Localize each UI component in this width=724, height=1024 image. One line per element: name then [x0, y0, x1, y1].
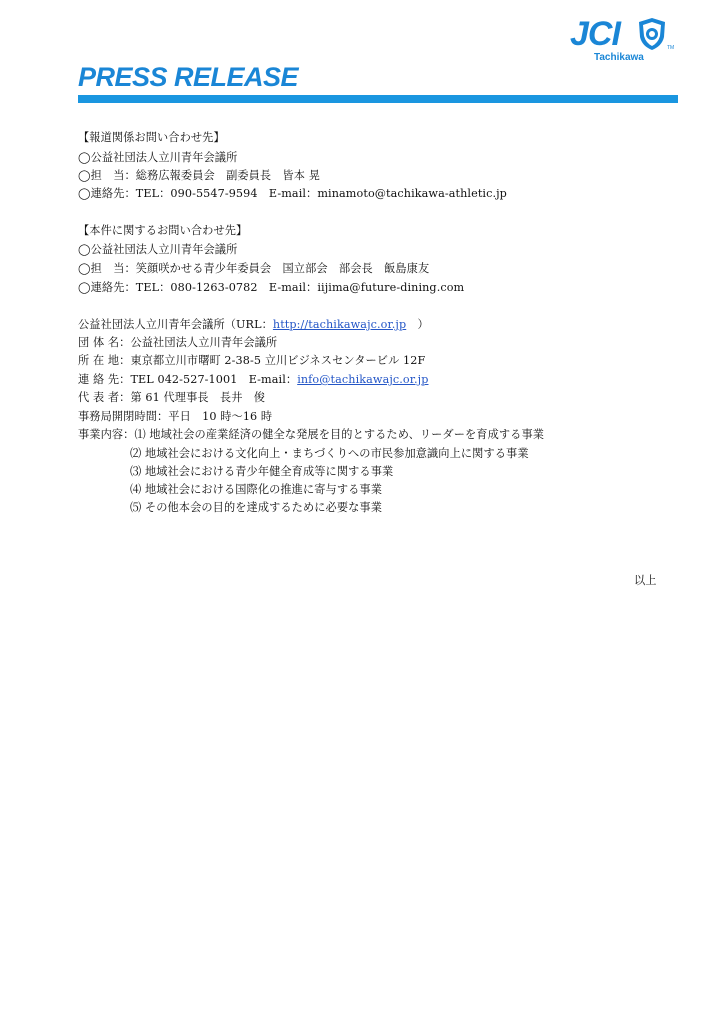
organization-name-prefix: 公益社団法人立川青年会議所（URL： [78, 318, 273, 331]
business-item: ⑵ 地域社会における文化向上・まちづくりへの市民参加意識向上に関する事業 [130, 447, 529, 460]
business-item: ⑴ 地域社会の産業経済の健全な発展を目的とするため、リーダーを育成する事業 [134, 428, 545, 441]
logo-subtext: Tachikawa [594, 52, 644, 63]
business-item: ⑷ 地域社会における国際化の推進に寄与する事業 [130, 483, 382, 496]
contact-email-link[interactable]: info@tachikawajc.or.jp [297, 373, 429, 386]
jci-tachikawa-logo [570, 14, 680, 62]
media-contact-details: ◯連絡先：TEL：090-5547-9594 E-mail：minamoto@tachikawa-athletic.jp [78, 187, 507, 200]
representative: 代 表 者：第 61 代理事長 長井 俊 [78, 391, 266, 404]
shield-emblem-icon [637, 17, 667, 51]
logo-text: JCI [570, 15, 620, 53]
organization-name-line [78, 318, 429, 332]
logo-trademark: TM [667, 45, 675, 51]
business-item-1-line [78, 428, 544, 442]
organization-url-link[interactable]: http://tachikawajc.or.jp [272, 318, 407, 331]
inquiry-contact-heading: 【本件に関するお問い合わせ先】 [78, 224, 248, 237]
media-contact-heading: 【報道関係お問い合わせ先】 [78, 131, 225, 144]
group-name: 団 体 名：公益社団法人立川青年会議所 [78, 336, 278, 349]
page-title: PRESS RELEASE [78, 62, 299, 92]
title-divider [78, 95, 678, 103]
office-hours: 事務局開閉時間：平日 10 時～16 時 [78, 410, 273, 423]
contact-line [78, 373, 428, 387]
business-item: ⑶ 地域社会における青少年健全育成等に関する事業 [130, 465, 394, 478]
inquiry-contact-person: ◯担 当：笑顔咲かせる青少年委員会 国立部会 部会長 飯島康友 [78, 262, 430, 275]
closing-text: 以上 [634, 574, 657, 587]
inquiry-contact-organization: ◯公益社団法人立川青年会議所 [78, 243, 238, 256]
media-contact-person: ◯担 当：総務広報委員会 副委員長 皆本 晃 [78, 169, 321, 182]
contact-phone: 連 絡 先：TEL 042-527-1001 E-mail： [78, 373, 298, 386]
business-item: ⑸ その他本会の目的を達成するために必要な事業 [130, 501, 382, 514]
inquiry-contact-details: ◯連絡先：TEL：080-1263-0782 E-mail：iijima@future-dining.com [78, 281, 465, 294]
organization-name-suffix: ） [406, 318, 429, 331]
business-label: 事業内容： [78, 428, 135, 441]
media-contact-organization: ◯公益社団法人立川青年会議所 [78, 151, 238, 164]
address: 所 在 地：東京都立川市曙町 2-38-5 立川ビジネスセンタービル 12F [78, 354, 426, 367]
